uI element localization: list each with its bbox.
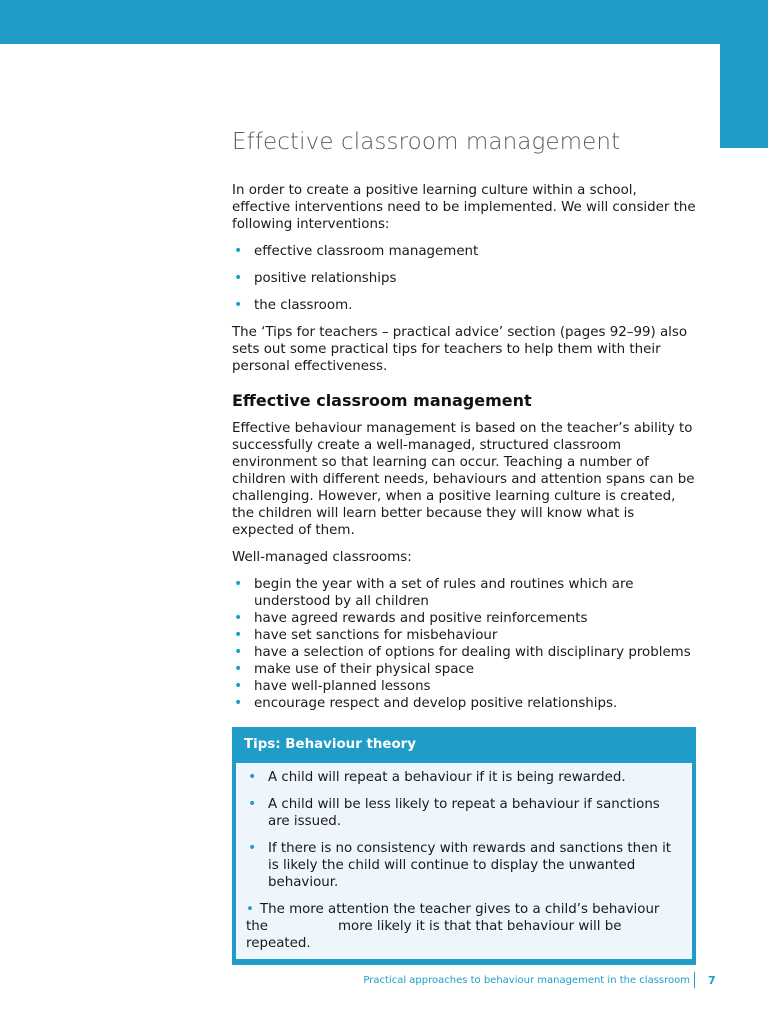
bullet-icon: • bbox=[234, 242, 243, 259]
bullet-icon: • bbox=[234, 269, 243, 286]
footer-text: Practical approaches to behaviour management in the classroom bbox=[363, 975, 690, 986]
bullet-icon: • bbox=[234, 694, 243, 711]
bullet-icon: • bbox=[234, 677, 243, 694]
bullet-icon: • bbox=[248, 840, 257, 856]
bullet-icon: • bbox=[234, 626, 243, 643]
list-item: • effective classroom management bbox=[234, 242, 479, 259]
list-item: • make use of their physical space bbox=[234, 660, 475, 677]
list-item: • encourage respect and develop positive relationships. bbox=[234, 694, 618, 711]
list-item: • have well-planned lessons bbox=[234, 677, 431, 694]
tips-body bbox=[236, 763, 692, 959]
bullet-icon: • bbox=[248, 796, 257, 812]
list-item: • positive relationships bbox=[234, 269, 397, 286]
tips-box bbox=[232, 727, 696, 965]
list-item: • begin the year with a set of rules and routines which are understood by all children bbox=[234, 575, 634, 609]
list-item: • A child will be less likely to repeat a behaviour if sanctions are issued. bbox=[248, 796, 660, 829]
page-number: 7 bbox=[708, 974, 716, 987]
bullet-icon: • bbox=[234, 609, 243, 626]
top-band bbox=[0, 0, 768, 44]
bullet-icon: • bbox=[234, 296, 243, 313]
list-item: • A child will repeat a behaviour if it is being rewarded. bbox=[248, 769, 626, 785]
well-managed-label: Well-managed classrooms: bbox=[232, 549, 412, 565]
side-tab bbox=[720, 0, 768, 148]
well-managed-list bbox=[232, 576, 698, 712]
list-item: • have set sanctions for misbehaviour bbox=[234, 626, 498, 643]
tips-header: Tips: Behaviour theory bbox=[244, 737, 417, 752]
list-item: • If there is no consistency with rewards and sanctions then it is likely the child will continue to display the unwanted behaviour. bbox=[248, 840, 672, 890]
bullet-icon: • bbox=[234, 575, 243, 592]
list-item: • the classroom. bbox=[234, 296, 353, 313]
tips-list bbox=[246, 769, 682, 891]
bullet-icon: • bbox=[248, 769, 257, 785]
section-body: Effective behaviour management is based on the teacher’s ability to successfully create a well-managed, structured classroom environment so that learning can occur. Teaching a number of children with different needs, behaviours and attention spans can be challenging. However, when a positive learning culture is created, the children will learn better because they will know what is expected of them. bbox=[232, 420, 695, 538]
interventions-list bbox=[232, 243, 698, 314]
intro-paragraph: In order to create a positive learning culture within a school, effective interventions need to be implemented. We will consider the following interventions: bbox=[232, 182, 696, 232]
list-item: • have agreed rewards and positive reinforcements bbox=[234, 609, 588, 626]
tips-last-item: • The more attention the teacher gives to a child’s behaviour the more likely it is that that behaviour will be repeated. bbox=[246, 902, 660, 951]
bullet-icon: • bbox=[234, 643, 243, 660]
footer-divider bbox=[694, 972, 695, 988]
bullet-icon: • bbox=[246, 902, 254, 917]
main-content bbox=[232, 128, 698, 722]
page-title: Effective classroom management bbox=[232, 129, 621, 155]
bullet-icon: • bbox=[234, 660, 243, 677]
tips-reference-paragraph: The ‘Tips for teachers – practical advice’ section (pages 92–99) also sets out some practical tips for teachers to help them with their personal effectiveness. bbox=[232, 324, 688, 374]
section-heading: Effective classroom management bbox=[232, 390, 532, 410]
list-item: • have a selection of options for dealing with disciplinary problems bbox=[234, 643, 691, 660]
